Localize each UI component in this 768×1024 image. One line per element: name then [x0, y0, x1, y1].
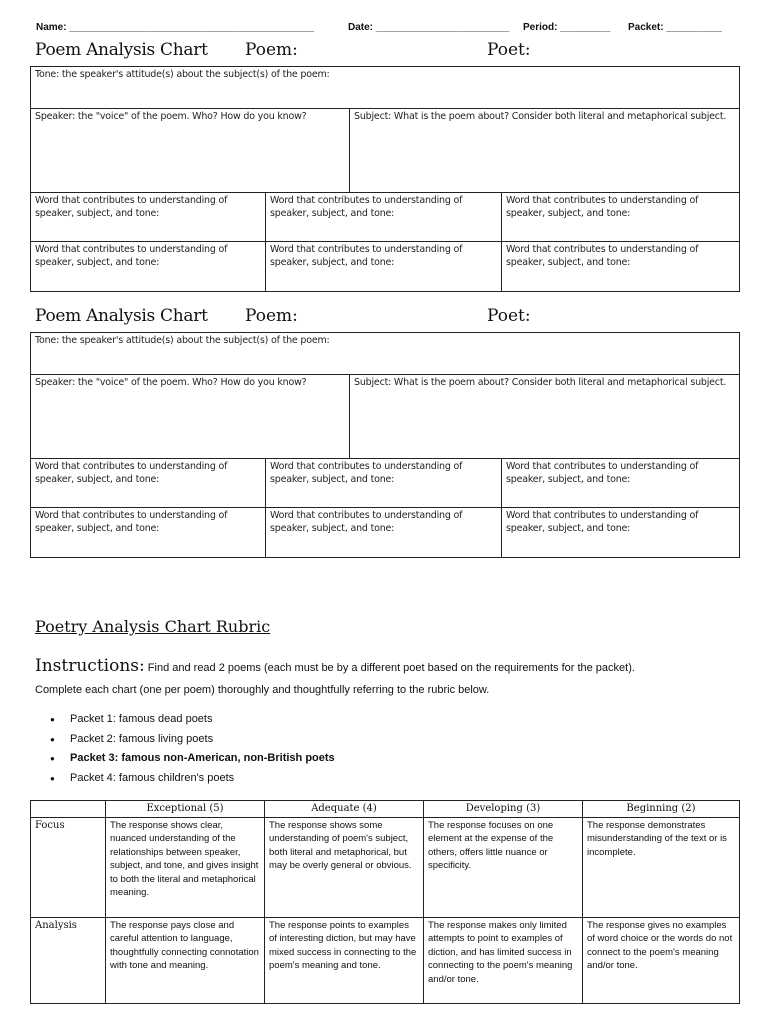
rubric-row-label: Focus	[31, 817, 106, 917]
list-item: ● Packet 3: famous non-American, non-British poets	[50, 749, 335, 769]
poet-label: Poet:	[487, 40, 531, 60]
rubric-column-header: Beginning (2)	[583, 801, 740, 818]
instructions-text: Find and read 2 poems (each must be by a different poet based on the requirements for the packet).	[144, 662, 635, 674]
word-cell[interactable]: Word that contributes to understanding of speaker, subject, and tone:	[266, 459, 502, 508]
rubric-cell: The response shows clear, nuanced understanding of the relationships between speaker, subject, and tone, and gives insight to both the literal and metaphorical meaning.	[106, 817, 265, 917]
rubric-cell: The response focuses on one element at the expense of the others, offers little nuance or specificity.	[424, 817, 583, 917]
rubric-cell: The response gives no examples of word choice or the words do not connect to the poem's meaning and/or tone.	[583, 917, 740, 1003]
rubric-cell: The response makes only limited attempts to point to examples of diction, and has limited success in connecting to the poem's meaning and/or tone.	[424, 917, 583, 1003]
instructions	[35, 655, 735, 701]
rubric-column-header: Developing (3)	[424, 801, 583, 818]
word-cell[interactable]: Word that contributes to understanding of speaker, subject, and tone:	[31, 508, 266, 558]
poem-analysis-chart-2	[30, 306, 739, 558]
speaker-cell[interactable]: Speaker: the "voice" of the poem. Who? How do you know?	[31, 375, 350, 459]
rubric-cell: The response points to examples of interesting diction, but may have mixed success in connecting to the poem's meaning and tone.	[265, 917, 424, 1003]
rubric-cell: The response pays close and careful attention to language, thoughtfully connecting connotation with tone and meaning.	[106, 917, 265, 1003]
rubric-column-header: Exceptional (5)	[106, 801, 265, 818]
word-cell[interactable]: Word that contributes to understanding of speaker, subject, and tone:	[31, 193, 266, 242]
speaker-cell[interactable]: Speaker: the "voice" of the poem. Who? How do you know?	[31, 109, 350, 193]
word-cell[interactable]: Word that contributes to understanding of speaker, subject, and tone:	[31, 459, 266, 508]
instructions-text-2: Complete each chart (one per poem) thoroughly and thoughtfully referring to the rubric below.	[35, 684, 490, 696]
tone-cell[interactable]: Tone: the speaker's attitude(s) about the subject(s) of the poem:	[31, 333, 740, 375]
table-row	[31, 917, 740, 1003]
list-item: ● Packet 4: famous children's poets	[50, 769, 335, 789]
tone-cell[interactable]: Tone: the speaker's attitude(s) about the subject(s) of the poem:	[31, 67, 740, 109]
word-cell[interactable]: Word that contributes to understanding of speaker, subject, and tone:	[266, 193, 502, 242]
chart-grid	[30, 66, 740, 292]
word-cell[interactable]: Word that contributes to understanding of speaker, subject, and tone:	[502, 459, 740, 508]
date-field[interactable]: Date: ________________________	[348, 22, 510, 33]
rubric-row-label: Analysis	[31, 917, 106, 1003]
rubric-column-header: Adequate (4)	[265, 801, 424, 818]
word-cell[interactable]: Word that contributes to understanding of speaker, subject, and tone:	[502, 242, 740, 292]
subject-cell[interactable]: Subject: What is the poem about? Consider both literal and metaphorical subject.	[350, 109, 740, 193]
name-field[interactable]: Name: ____________________________________________	[36, 22, 315, 33]
student-info-header	[36, 22, 736, 38]
chart-title: Poem Analysis Chart	[35, 306, 208, 326]
rubric-cell: The response demonstrates misunderstanding of the text or is incomplete.	[583, 817, 740, 917]
poem-label: Poem:	[245, 306, 298, 326]
word-cell[interactable]: Word that contributes to understanding of speaker, subject, and tone:	[502, 508, 740, 558]
word-cell[interactable]: Word that contributes to understanding of speaker, subject, and tone:	[31, 242, 266, 292]
word-cell[interactable]: Word that contributes to understanding of speaker, subject, and tone:	[266, 242, 502, 292]
chart-title: Poem Analysis Chart	[35, 40, 208, 60]
poet-label: Poet:	[487, 306, 531, 326]
chart-grid	[30, 332, 740, 558]
rubric-table	[30, 800, 740, 1004]
poem-analysis-chart-1	[30, 40, 739, 292]
instructions-heading: Instructions:	[35, 656, 145, 676]
table-row	[31, 817, 740, 917]
subject-cell[interactable]: Subject: What is the poem about? Consider both literal and metaphorical subject.	[350, 375, 740, 459]
word-cell[interactable]: Word that contributes to understanding of speaker, subject, and tone:	[502, 193, 740, 242]
packet-list	[50, 710, 335, 788]
packet-field[interactable]: Packet: __________	[628, 22, 722, 33]
rubric-title: Poetry Analysis Chart Rubric	[35, 617, 271, 636]
word-cell[interactable]: Word that contributes to understanding of speaker, subject, and tone:	[266, 508, 502, 558]
rubric-cell: The response shows some understanding of poem's subject, both literal and metaphorical, but may be overly general or obvious.	[265, 817, 424, 917]
list-item: ● Packet 2: famous living poets	[50, 730, 335, 750]
list-item: ● Packet 1: famous dead poets	[50, 710, 335, 730]
period-field[interactable]: Period: _________	[523, 22, 611, 33]
rubric-column-header	[31, 801, 106, 818]
poem-label: Poem:	[245, 40, 298, 60]
rubric-header-row	[31, 801, 740, 818]
